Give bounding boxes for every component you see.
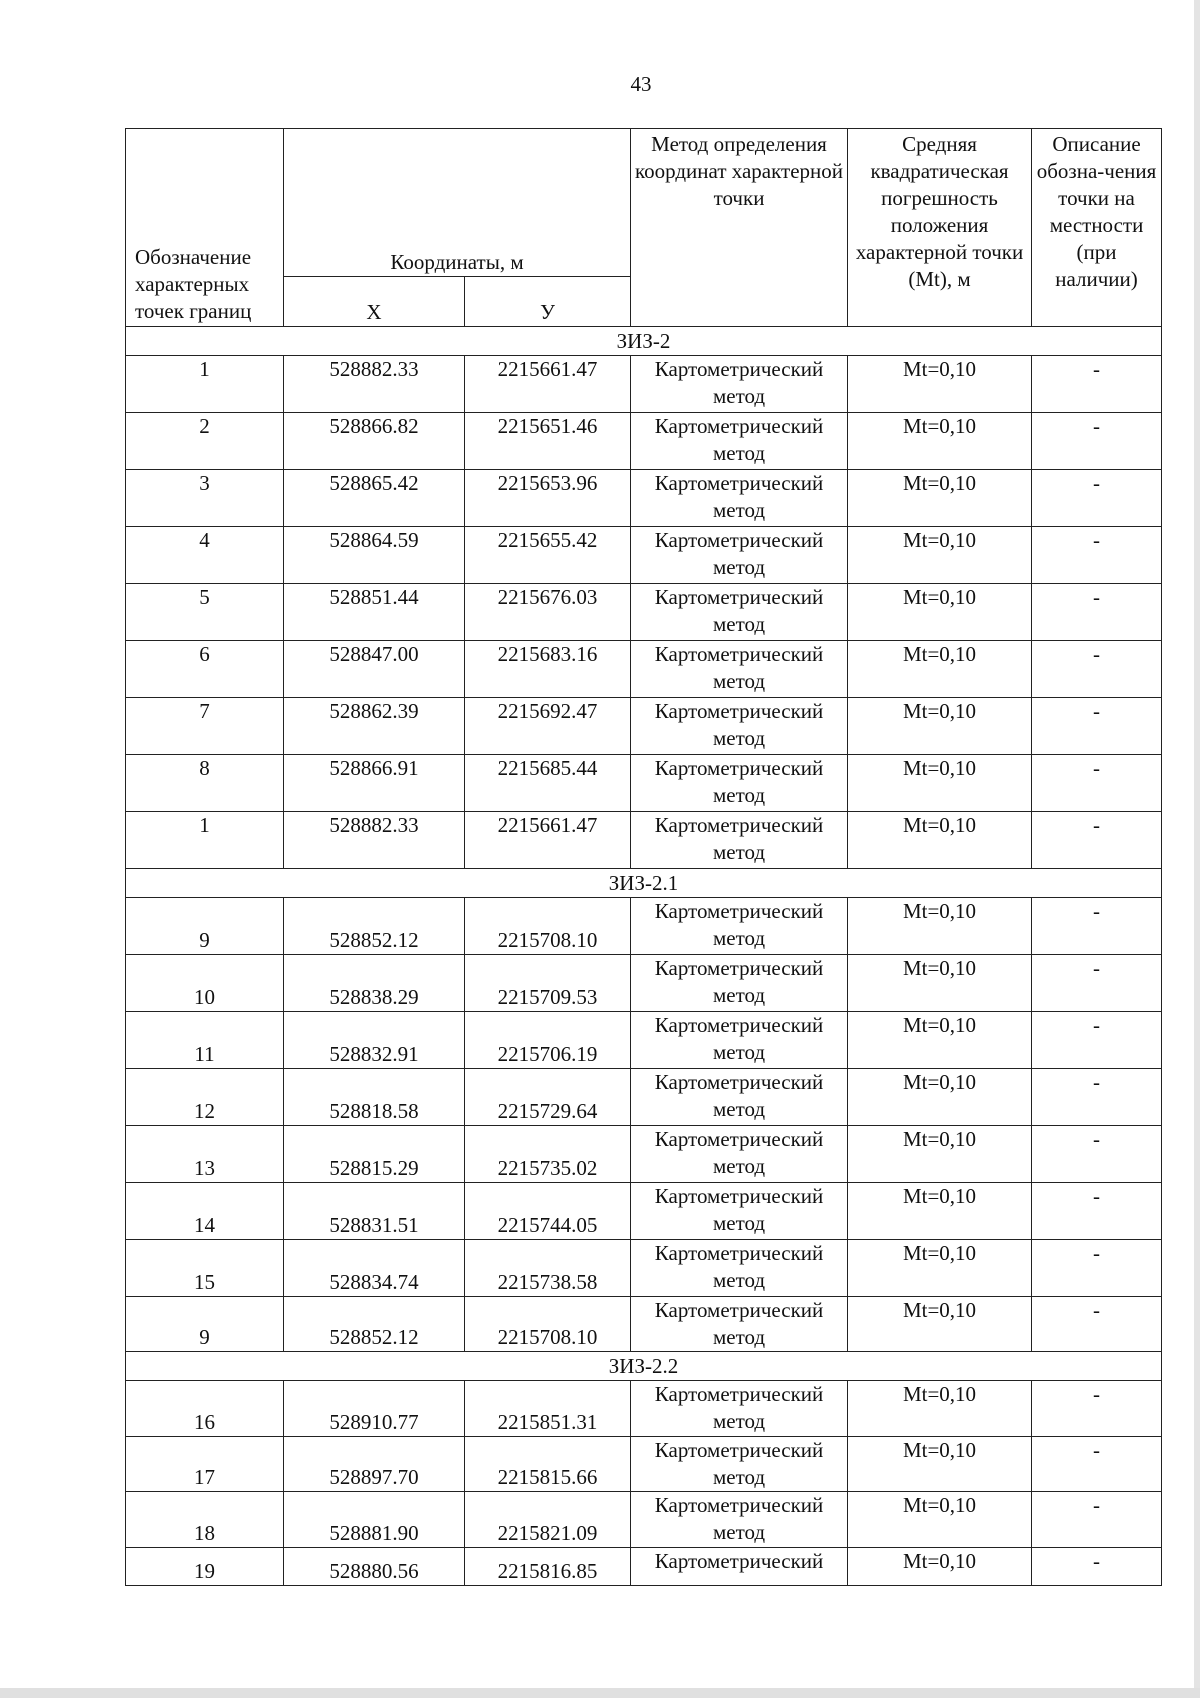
- cell-description: -: [1032, 1069, 1162, 1126]
- table-row: [126, 1381, 1162, 1437]
- cell-method: Картометрический метод: [631, 1381, 848, 1437]
- table-row: [126, 413, 1162, 470]
- cell-y: 2215676.03: [465, 584, 631, 641]
- cell-description: -: [1032, 812, 1162, 869]
- cell-error: Mt=0,10: [848, 898, 1032, 955]
- cell-y: 2215708.10: [465, 1297, 631, 1352]
- cell-description: -: [1032, 1183, 1162, 1240]
- cell-x: 528880.56: [284, 1548, 465, 1586]
- cell-y: 2215821.09: [465, 1492, 631, 1548]
- table-row: [126, 1297, 1162, 1352]
- cell-y: 2215744.05: [465, 1183, 631, 1240]
- cell-description: -: [1032, 641, 1162, 698]
- cell-x: 528881.90: [284, 1492, 465, 1548]
- cell-error: Mt=0,10: [848, 1240, 1032, 1297]
- cell-method: Картометрический метод: [631, 1492, 848, 1548]
- cell-description: -: [1032, 1126, 1162, 1183]
- section-row: [126, 869, 1162, 898]
- table-header-row: [126, 129, 1162, 277]
- table-row: [126, 1183, 1162, 1240]
- cell-x: 528852.12: [284, 898, 465, 955]
- cell-y: 2215708.10: [465, 898, 631, 955]
- cell-point: 1: [126, 356, 284, 413]
- cell-y: 2215651.46: [465, 413, 631, 470]
- cell-error: Mt=0,10: [848, 527, 1032, 584]
- section-row: [126, 327, 1162, 356]
- section-row: [126, 1352, 1162, 1381]
- section-title: ЗИЗ-2.1: [126, 869, 1162, 898]
- cell-x: 528866.82: [284, 413, 465, 470]
- cell-error: Mt=0,10: [848, 1548, 1032, 1586]
- cell-point: 14: [126, 1183, 284, 1240]
- cell-error: Mt=0,10: [848, 955, 1032, 1012]
- cell-point: 16: [126, 1381, 284, 1437]
- cell-y: 2215815.66: [465, 1437, 631, 1492]
- cell-y: 2215729.64: [465, 1069, 631, 1126]
- page-edge-bottom: [0, 1688, 1200, 1698]
- cell-method: Картометрический метод: [631, 527, 848, 584]
- cell-method: Картометрический метод: [631, 356, 848, 413]
- cell-method: Картометрический метод: [631, 898, 848, 955]
- cell-x: 528832.91: [284, 1012, 465, 1069]
- table-row: [126, 812, 1162, 869]
- cell-x: 528834.74: [284, 1240, 465, 1297]
- header-method: Метод определения координат характерной точки: [631, 129, 848, 327]
- cell-method: Картометрический метод: [631, 1183, 848, 1240]
- table-row: [126, 1492, 1162, 1548]
- cell-error: Mt=0,10: [848, 1183, 1032, 1240]
- cell-point: 19: [126, 1548, 284, 1586]
- cell-point: 4: [126, 527, 284, 584]
- cell-method: Картометрический метод: [631, 1437, 848, 1492]
- cell-description: -: [1032, 698, 1162, 755]
- table-row: [126, 641, 1162, 698]
- cell-error: Mt=0,10: [848, 641, 1032, 698]
- cell-method: Картометрический метод: [631, 470, 848, 527]
- cell-method: Картометрический метод: [631, 584, 848, 641]
- cell-point: 9: [126, 898, 284, 955]
- cell-method: Картометрический метод: [631, 698, 848, 755]
- cell-error: Mt=0,10: [848, 1012, 1032, 1069]
- cell-point: 8: [126, 755, 284, 812]
- table-row: [126, 755, 1162, 812]
- table-row: [126, 584, 1162, 641]
- cell-x: 528882.33: [284, 356, 465, 413]
- cell-description: -: [1032, 1437, 1162, 1492]
- cell-error: Mt=0,10: [848, 470, 1032, 527]
- cell-description: -: [1032, 1240, 1162, 1297]
- cell-y: 2215683.16: [465, 641, 631, 698]
- table-row: [126, 1069, 1162, 1126]
- cell-x: 528851.44: [284, 584, 465, 641]
- cell-error: Mt=0,10: [848, 1297, 1032, 1352]
- cell-x: 528865.42: [284, 470, 465, 527]
- cell-point: 1: [126, 812, 284, 869]
- cell-y: 2215738.58: [465, 1240, 631, 1297]
- cell-x: 528864.59: [284, 527, 465, 584]
- cell-point: 3: [126, 470, 284, 527]
- cell-x: 528852.12: [284, 1297, 465, 1352]
- cell-point: 12: [126, 1069, 284, 1126]
- cell-description: -: [1032, 755, 1162, 812]
- cell-point: 18: [126, 1492, 284, 1548]
- cell-y: 2215816.85: [465, 1548, 631, 1586]
- cell-x: 528882.33: [284, 812, 465, 869]
- cell-description: -: [1032, 1297, 1162, 1352]
- cell-y: 2215709.53: [465, 955, 631, 1012]
- cell-method: Картометрический метод: [631, 641, 848, 698]
- table-row: [126, 470, 1162, 527]
- cell-description: -: [1032, 1548, 1162, 1586]
- table-row: [126, 898, 1162, 955]
- cell-method: Картометрический метод: [631, 1012, 848, 1069]
- cell-point: 6: [126, 641, 284, 698]
- table-row: [126, 698, 1162, 755]
- cell-x: 528866.91: [284, 755, 465, 812]
- table-body: [126, 327, 1162, 1586]
- cell-x: 528815.29: [284, 1126, 465, 1183]
- table-row: [126, 1240, 1162, 1297]
- cell-method: Картометрический метод: [631, 1126, 848, 1183]
- cell-point: 17: [126, 1437, 284, 1492]
- cell-error: Mt=0,10: [848, 1492, 1032, 1548]
- table-row: [126, 527, 1162, 584]
- header-y: У: [465, 277, 631, 327]
- cell-y: 2215655.42: [465, 527, 631, 584]
- cell-method: Картометрический метод: [631, 1240, 848, 1297]
- cell-description: -: [1032, 584, 1162, 641]
- cell-method: Картометрический метод: [631, 1069, 848, 1126]
- table-row: [126, 356, 1162, 413]
- page-number: 43: [630, 72, 652, 96]
- cell-method: Картометрический метод: [631, 413, 848, 470]
- cell-error: Mt=0,10: [848, 755, 1032, 812]
- cell-y: 2215692.47: [465, 698, 631, 755]
- cell-y: 2215653.96: [465, 470, 631, 527]
- cell-point: 13: [126, 1126, 284, 1183]
- cell-description: -: [1032, 413, 1162, 470]
- cell-description: -: [1032, 955, 1162, 1012]
- cell-description: -: [1032, 527, 1162, 584]
- cell-error: Mt=0,10: [848, 1381, 1032, 1437]
- cell-point: 7: [126, 698, 284, 755]
- cell-error: Mt=0,10: [848, 584, 1032, 641]
- table-row: [126, 1548, 1162, 1586]
- cell-method: Картометрический: [631, 1548, 848, 1586]
- cell-method: Картометрический метод: [631, 955, 848, 1012]
- cell-method: Картометрический метод: [631, 812, 848, 869]
- cell-point: 11: [126, 1012, 284, 1069]
- section-title: ЗИЗ-2.2: [126, 1352, 1162, 1381]
- cell-error: Mt=0,10: [848, 1437, 1032, 1492]
- header-point: Обозначение характерных точек границ: [126, 129, 284, 327]
- table-row: [126, 1437, 1162, 1492]
- cell-error: Mt=0,10: [848, 1126, 1032, 1183]
- cell-point: 10: [126, 955, 284, 1012]
- cell-y: 2215706.19: [465, 1012, 631, 1069]
- cell-error: Mt=0,10: [848, 698, 1032, 755]
- cell-y: 2215735.02: [465, 1126, 631, 1183]
- cell-x: 528897.70: [284, 1437, 465, 1492]
- cell-point: 9: [126, 1297, 284, 1352]
- cell-y: 2215661.47: [465, 812, 631, 869]
- cell-y: 2215661.47: [465, 356, 631, 413]
- cell-y: 2215685.44: [465, 755, 631, 812]
- cell-method: Картометрический метод: [631, 755, 848, 812]
- cell-x: 528847.00: [284, 641, 465, 698]
- table-row: [126, 1012, 1162, 1069]
- cell-y: 2215851.31: [465, 1381, 631, 1437]
- cell-point: 5: [126, 584, 284, 641]
- cell-error: Mt=0,10: [848, 1069, 1032, 1126]
- cell-x: 528818.58: [284, 1069, 465, 1126]
- cell-x: 528910.77: [284, 1381, 465, 1437]
- cell-x: 528831.51: [284, 1183, 465, 1240]
- cell-description: -: [1032, 898, 1162, 955]
- cell-x: 528838.29: [284, 955, 465, 1012]
- table-row: [126, 1126, 1162, 1183]
- coordinates-table: [125, 128, 1162, 1586]
- cell-error: Mt=0,10: [848, 356, 1032, 413]
- header-coordinates: Координаты, м: [284, 129, 631, 277]
- cell-error: Mt=0,10: [848, 413, 1032, 470]
- cell-point: 2: [126, 413, 284, 470]
- cell-point: 15: [126, 1240, 284, 1297]
- cell-method: Картометрический метод: [631, 1297, 848, 1352]
- cell-description: -: [1032, 470, 1162, 527]
- cell-description: -: [1032, 356, 1162, 413]
- cell-description: -: [1032, 1381, 1162, 1437]
- cell-error: Mt=0,10: [848, 812, 1032, 869]
- header-error: Средняя квадратическая погрешность положения характерной точки (Mt), м: [848, 129, 1032, 327]
- cell-description: -: [1032, 1012, 1162, 1069]
- header-x: X: [284, 277, 465, 327]
- header-description: Описание обозна-чения точки на местности (при наличии): [1032, 129, 1162, 327]
- cell-x: 528862.39: [284, 698, 465, 755]
- section-title: ЗИЗ-2: [126, 327, 1162, 356]
- cell-description: -: [1032, 1492, 1162, 1548]
- page-edge: [1194, 0, 1200, 1698]
- table-row: [126, 955, 1162, 1012]
